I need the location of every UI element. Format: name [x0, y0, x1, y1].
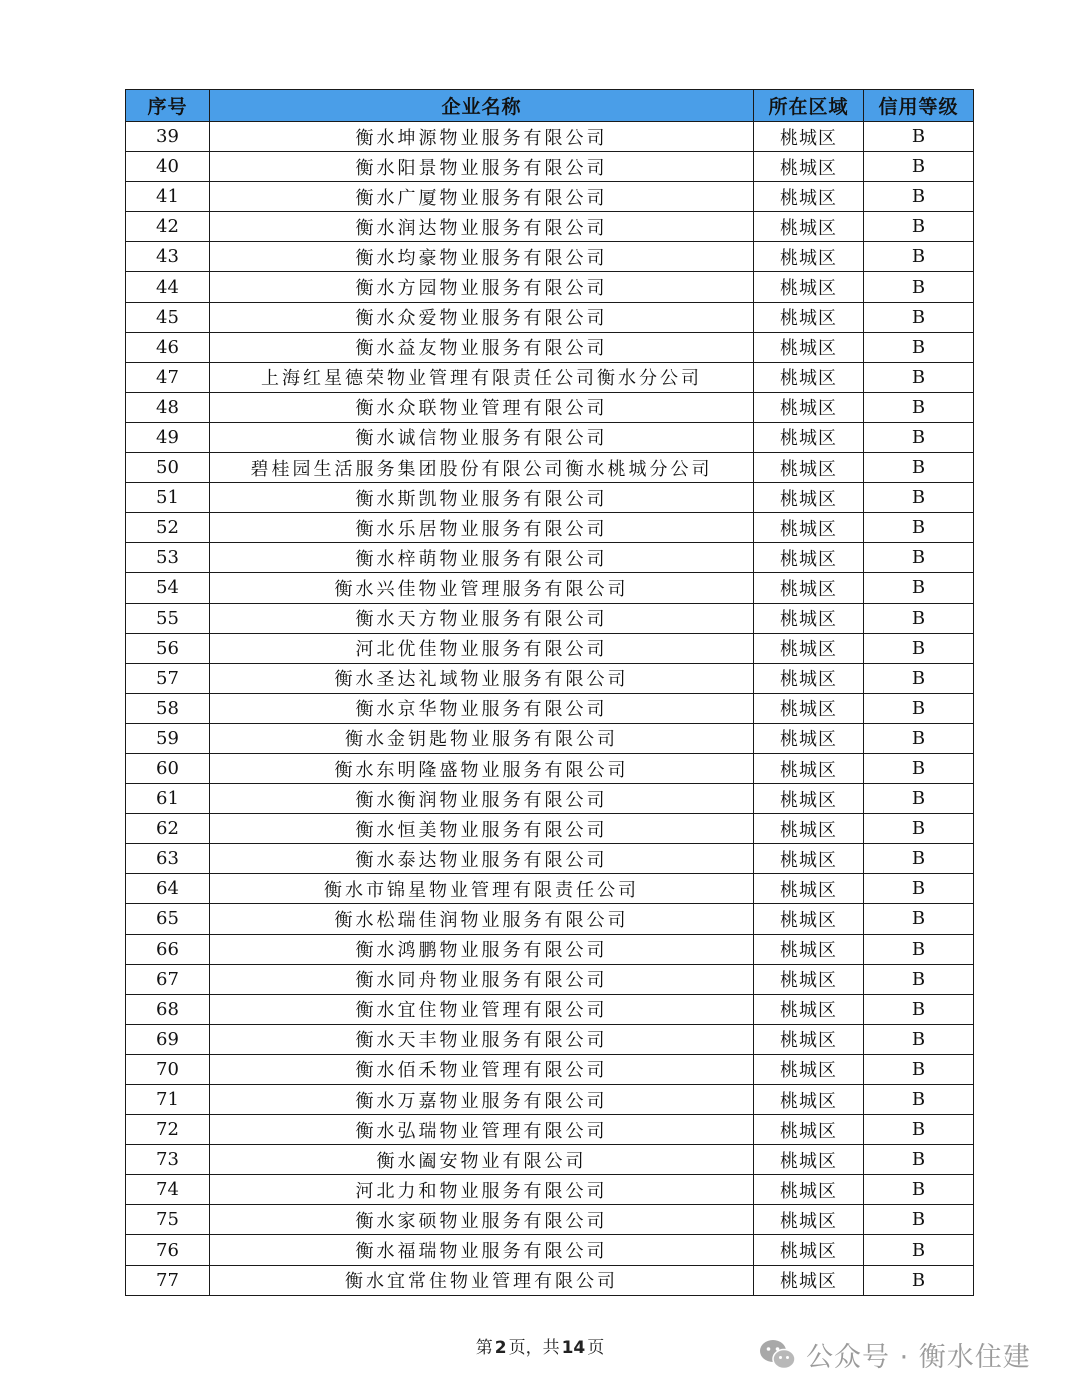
row-company-name: 上海红星德荣物业管理有限责任公司衡水分公司 [210, 362, 754, 392]
row-index: 53 [126, 543, 210, 573]
row-region: 桃城区 [754, 302, 864, 332]
table-row [126, 693, 974, 723]
row-index: 45 [126, 302, 210, 332]
row-region: 桃城区 [754, 152, 864, 182]
header-index: 序号 [126, 90, 210, 122]
footer-total-pages: 14 [561, 1338, 586, 1358]
row-company-name: 衡水坤源物业服务有限公司 [210, 122, 754, 152]
row-index: 55 [126, 603, 210, 633]
row-company-name: 衡水京华物业服务有限公司 [210, 693, 754, 723]
row-company-name: 衡水金钥匙物业服务有限公司 [210, 723, 754, 753]
row-region: 桃城区 [754, 332, 864, 362]
wechat-icon [758, 1338, 798, 1372]
row-region: 桃城区 [754, 573, 864, 603]
row-company-name: 衡水同舟物业服务有限公司 [210, 964, 754, 994]
row-company-name: 衡水均豪物业服务有限公司 [210, 242, 754, 272]
row-grade: B [864, 904, 974, 934]
row-grade: B [864, 603, 974, 633]
row-region: 桃城区 [754, 723, 864, 753]
row-region: 桃城区 [754, 784, 864, 814]
row-company-name: 衡水阖安物业有限公司 [210, 1145, 754, 1175]
row-region: 桃城区 [754, 753, 864, 783]
table-row [126, 212, 974, 242]
row-region: 桃城区 [754, 1085, 864, 1115]
table-row [126, 603, 974, 633]
row-company-name: 衡水斯凯物业服务有限公司 [210, 483, 754, 513]
row-region: 桃城区 [754, 543, 864, 573]
table-row [126, 1235, 974, 1265]
table-row [126, 1175, 974, 1205]
row-grade: B [864, 723, 974, 753]
row-grade: B [864, 332, 974, 362]
row-region: 桃城区 [754, 1054, 864, 1084]
row-region: 桃城区 [754, 122, 864, 152]
table-body [126, 122, 974, 1296]
row-company-name: 衡水天方物业服务有限公司 [210, 603, 754, 633]
row-company-name: 衡水诚信物业服务有限公司 [210, 422, 754, 452]
row-index: 63 [126, 844, 210, 874]
table-row [126, 964, 974, 994]
row-index: 66 [126, 934, 210, 964]
row-region: 桃城区 [754, 513, 864, 543]
footer-page-number: 2 [494, 1338, 507, 1358]
table-row [126, 1085, 974, 1115]
row-company-name: 碧桂园生活服务集团股份有限公司衡水桃城分公司 [210, 453, 754, 483]
row-grade: B [864, 543, 974, 573]
row-company-name: 衡水市锦星物业管理有限责任公司 [210, 874, 754, 904]
row-grade: B [864, 182, 974, 212]
row-index: 50 [126, 453, 210, 483]
row-grade: B [864, 874, 974, 904]
row-company-name: 衡水万嘉物业服务有限公司 [210, 1085, 754, 1115]
row-grade: B [864, 392, 974, 422]
row-index: 59 [126, 723, 210, 753]
table-row [126, 753, 974, 783]
footer-prefix: 第 [475, 1338, 493, 1358]
row-index: 71 [126, 1085, 210, 1115]
credit-rating-table [125, 89, 974, 1296]
header-grade: 信用等级 [864, 90, 974, 122]
table-row [126, 362, 974, 392]
row-company-name: 衡水众爱物业服务有限公司 [210, 302, 754, 332]
row-region: 桃城区 [754, 392, 864, 422]
row-index: 54 [126, 573, 210, 603]
row-grade: B [864, 152, 974, 182]
row-index: 61 [126, 784, 210, 814]
table-row [126, 663, 974, 693]
row-company-name: 衡水天丰物业服务有限公司 [210, 1024, 754, 1054]
row-index: 65 [126, 904, 210, 934]
table-row [126, 483, 974, 513]
row-region: 桃城区 [754, 1205, 864, 1235]
row-index: 41 [126, 182, 210, 212]
row-company-name: 衡水润达物业服务有限公司 [210, 212, 754, 242]
row-index: 52 [126, 513, 210, 543]
table-row [126, 1115, 974, 1145]
row-company-name: 衡水众联物业管理有限公司 [210, 392, 754, 422]
row-company-name: 河北力和物业服务有限公司 [210, 1175, 754, 1205]
row-grade: B [864, 362, 974, 392]
row-region: 桃城区 [754, 663, 864, 693]
row-company-name: 河北优佳物业服务有限公司 [210, 633, 754, 663]
table-row [126, 723, 974, 753]
row-grade: B [864, 573, 974, 603]
row-grade: B [864, 272, 974, 302]
footer-middle: 页，共 [508, 1338, 560, 1358]
row-index: 75 [126, 1205, 210, 1235]
row-grade: B [864, 994, 974, 1024]
row-company-name: 衡水阳景物业服务有限公司 [210, 152, 754, 182]
table-row [126, 543, 974, 573]
table-row [126, 1265, 974, 1295]
row-company-name: 衡水宜住物业管理有限公司 [210, 994, 754, 1024]
row-region: 桃城区 [754, 362, 864, 392]
row-region: 桃城区 [754, 994, 864, 1024]
row-region: 桃城区 [754, 1175, 864, 1205]
table-row [126, 152, 974, 182]
row-region: 桃城区 [754, 603, 864, 633]
table-row [126, 332, 974, 362]
row-index: 56 [126, 633, 210, 663]
row-company-name: 衡水梓萌物业服务有限公司 [210, 543, 754, 573]
row-company-name: 衡水方园物业服务有限公司 [210, 272, 754, 302]
table-row [126, 422, 974, 452]
row-grade: B [864, 814, 974, 844]
table-row [126, 633, 974, 663]
row-region: 桃城区 [754, 1115, 864, 1145]
table-row [126, 784, 974, 814]
row-index: 70 [126, 1054, 210, 1084]
row-grade: B [864, 122, 974, 152]
row-company-name: 衡水松瑞佳润物业服务有限公司 [210, 904, 754, 934]
row-index: 67 [126, 964, 210, 994]
row-grade: B [864, 633, 974, 663]
row-index: 69 [126, 1024, 210, 1054]
table-row [126, 814, 974, 844]
row-index: 42 [126, 212, 210, 242]
row-company-name: 衡水佰禾物业管理有限公司 [210, 1054, 754, 1084]
table-row [126, 1145, 974, 1175]
row-index: 43 [126, 242, 210, 272]
row-index: 72 [126, 1115, 210, 1145]
row-region: 桃城区 [754, 844, 864, 874]
table-row [126, 1054, 974, 1084]
row-region: 桃城区 [754, 633, 864, 663]
row-grade: B [864, 1085, 974, 1115]
row-region: 桃城区 [754, 1024, 864, 1054]
row-grade: B [864, 453, 974, 483]
row-company-name: 衡水乐居物业服务有限公司 [210, 513, 754, 543]
watermark [758, 1335, 1031, 1374]
row-grade: B [864, 242, 974, 272]
row-index: 76 [126, 1235, 210, 1265]
row-index: 47 [126, 362, 210, 392]
row-index: 60 [126, 753, 210, 783]
table-row [126, 453, 974, 483]
row-index: 73 [126, 1145, 210, 1175]
table-row [126, 122, 974, 152]
row-grade: B [864, 212, 974, 242]
table-row [126, 934, 974, 964]
footer-suffix: 页 [587, 1338, 605, 1358]
row-company-name: 衡水兴佳物业管理服务有限公司 [210, 573, 754, 603]
row-grade: B [864, 693, 974, 723]
table-row [126, 874, 974, 904]
watermark-text: 公众号 · 衡水住建 [806, 1342, 1031, 1373]
row-region: 桃城区 [754, 1145, 864, 1175]
row-grade: B [864, 753, 974, 783]
table-row [126, 182, 974, 212]
table-row [126, 242, 974, 272]
row-company-name: 衡水泰达物业服务有限公司 [210, 844, 754, 874]
row-region: 桃城区 [754, 212, 864, 242]
row-grade: B [864, 1024, 974, 1054]
row-index: 68 [126, 994, 210, 1024]
table-row [126, 513, 974, 543]
row-grade: B [864, 483, 974, 513]
table-row [126, 302, 974, 332]
row-grade: B [864, 1235, 974, 1265]
table-row [126, 1205, 974, 1235]
row-company-name: 衡水圣达礼域物业服务有限公司 [210, 663, 754, 693]
row-index: 58 [126, 693, 210, 723]
row-region: 桃城区 [754, 964, 864, 994]
table-row [126, 272, 974, 302]
row-index: 62 [126, 814, 210, 844]
row-region: 桃城区 [754, 693, 864, 723]
table-row [126, 904, 974, 934]
row-grade: B [864, 663, 974, 693]
table-header-row [126, 90, 974, 122]
table-row [126, 1024, 974, 1054]
row-company-name: 衡水恒美物业服务有限公司 [210, 814, 754, 844]
table-row [126, 573, 974, 603]
row-index: 49 [126, 422, 210, 452]
row-region: 桃城区 [754, 814, 864, 844]
row-index: 77 [126, 1265, 210, 1295]
row-company-name: 衡水益友物业服务有限公司 [210, 332, 754, 362]
row-company-name: 衡水衡润物业服务有限公司 [210, 784, 754, 814]
row-region: 桃城区 [754, 483, 864, 513]
row-region: 桃城区 [754, 1235, 864, 1265]
row-grade: B [864, 784, 974, 814]
row-index: 74 [126, 1175, 210, 1205]
row-index: 40 [126, 152, 210, 182]
row-region: 桃城区 [754, 182, 864, 212]
row-grade: B [864, 513, 974, 543]
row-grade: B [864, 934, 974, 964]
table-row [126, 392, 974, 422]
row-grade: B [864, 844, 974, 874]
row-region: 桃城区 [754, 874, 864, 904]
row-company-name: 衡水宜常住物业管理有限公司 [210, 1265, 754, 1295]
row-company-name: 衡水广厦物业服务有限公司 [210, 182, 754, 212]
row-company-name: 衡水东明隆盛物业服务有限公司 [210, 753, 754, 783]
row-grade: B [864, 302, 974, 332]
row-grade: B [864, 1054, 974, 1084]
table-row [126, 844, 974, 874]
row-index: 39 [126, 122, 210, 152]
row-grade: B [864, 422, 974, 452]
row-index: 48 [126, 392, 210, 422]
header-region: 所在区域 [754, 90, 864, 122]
row-company-name: 衡水弘瑞物业管理有限公司 [210, 1115, 754, 1145]
row-region: 桃城区 [754, 272, 864, 302]
row-company-name: 衡水家硕物业服务有限公司 [210, 1205, 754, 1235]
row-region: 桃城区 [754, 904, 864, 934]
row-grade: B [864, 964, 974, 994]
table-row [126, 994, 974, 1024]
row-index: 44 [126, 272, 210, 302]
row-grade: B [864, 1175, 974, 1205]
row-region: 桃城区 [754, 422, 864, 452]
row-index: 46 [126, 332, 210, 362]
row-grade: B [864, 1115, 974, 1145]
row-grade: B [864, 1265, 974, 1295]
row-region: 桃城区 [754, 1265, 864, 1295]
row-grade: B [864, 1145, 974, 1175]
row-index: 64 [126, 874, 210, 904]
row-company-name: 衡水鸿鹏物业服务有限公司 [210, 934, 754, 964]
row-company-name: 衡水福瑞物业服务有限公司 [210, 1235, 754, 1265]
row-region: 桃城区 [754, 453, 864, 483]
row-index: 57 [126, 663, 210, 693]
row-index: 51 [126, 483, 210, 513]
header-name: 企业名称 [210, 90, 754, 122]
row-region: 桃城区 [754, 242, 864, 272]
row-grade: B [864, 1205, 974, 1235]
row-region: 桃城区 [754, 934, 864, 964]
